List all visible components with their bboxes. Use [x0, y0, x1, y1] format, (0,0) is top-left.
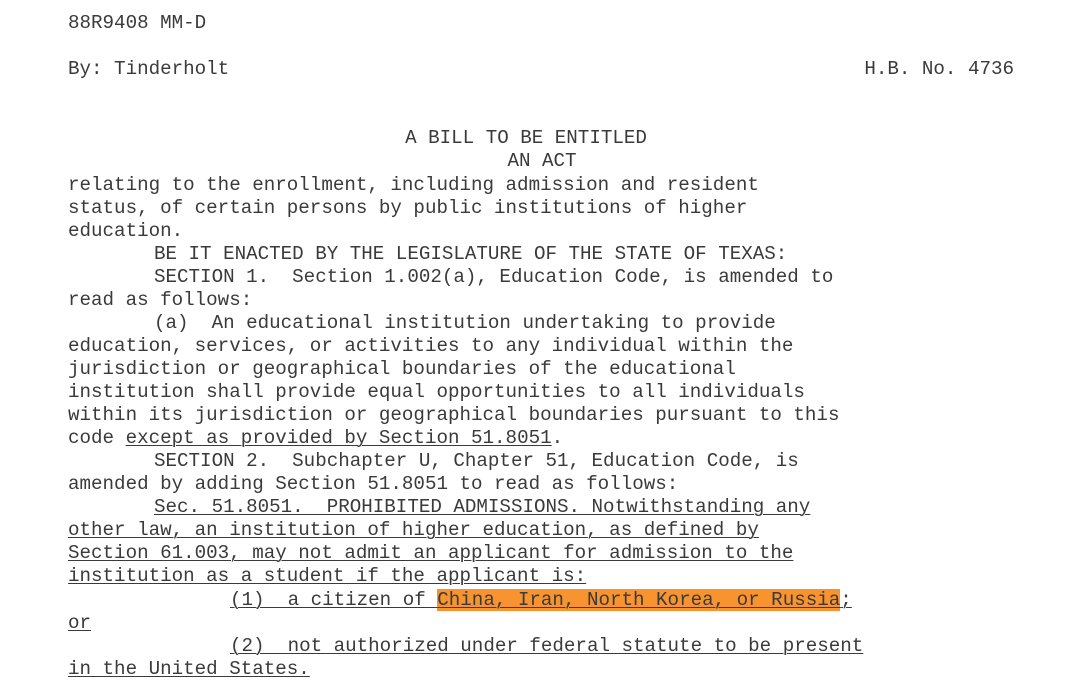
document-id: 88R9408 MM-D	[68, 12, 207, 34]
added-section-line: Section 61.003, may not admit an applicant for admission to the	[68, 542, 794, 564]
section-1-heading-cont: read as follows:	[68, 289, 253, 311]
or-connector: or	[68, 612, 92, 634]
added-section-line: Sec. 51.8051. PROHIBITED ADMISSIONS. Notwithstanding any	[154, 496, 811, 518]
added-section-line: other law, an institution of higher education, as defined by	[68, 519, 759, 541]
bill-number: H.B. No. 4736	[864, 58, 1014, 80]
bill-title: A BILL TO BE ENTITLED	[405, 127, 647, 149]
item-1	[230, 589, 852, 612]
caption-line: relating to the enrollment, including admission and resident	[68, 174, 759, 196]
section-2-heading: SECTION 2. Subchapter U, Chapter 51, Education Code, is	[154, 450, 799, 472]
subsection-a-line: education, services, or activities to any individual within the	[68, 335, 794, 357]
section-1-heading: SECTION 1. Section 1.002(a), Education Code, is amended to	[154, 266, 834, 288]
item-2: (2) not authorized under federal statute to be present	[230, 635, 864, 657]
item-1-prefix: (1) a citizen of	[230, 589, 438, 611]
bill-author: By: Tinderholt	[68, 58, 230, 80]
plain-text: code	[68, 427, 126, 449]
added-text: except as provided by Section 51.8051	[125, 427, 552, 449]
item-2-cont: in the United States.	[68, 658, 310, 680]
period: .	[551, 427, 564, 449]
enacting-clause: BE IT ENACTED BY THE LEGISLATURE OF THE STATE OF TEXAS:	[154, 243, 788, 265]
subsection-a-line: institution shall provide equal opportunities to all individuals	[68, 381, 805, 403]
item-1-suffix: ;	[840, 589, 852, 611]
subsection-a-last-line	[68, 427, 563, 450]
caption-line: status, of certain persons by public institutions of higher	[68, 197, 748, 219]
subsection-a-line: jurisdiction or geographical boundaries of the educational	[68, 358, 736, 380]
subsection-a-line: within its jurisdiction or geographical boundaries pursuant to this	[68, 404, 840, 426]
added-section-line: institution as a student if the applicant is:	[68, 565, 587, 587]
act-heading: AN ACT	[507, 150, 577, 172]
caption-line: education.	[68, 220, 184, 242]
section-2-heading-cont: amended by adding Section 51.8051 to read as follows:	[68, 473, 679, 495]
subsection-a-line: (a) An educational institution undertaking to provide	[154, 312, 776, 334]
highlighted-countries: China, Iran, North Korea, or Russia	[437, 589, 841, 611]
